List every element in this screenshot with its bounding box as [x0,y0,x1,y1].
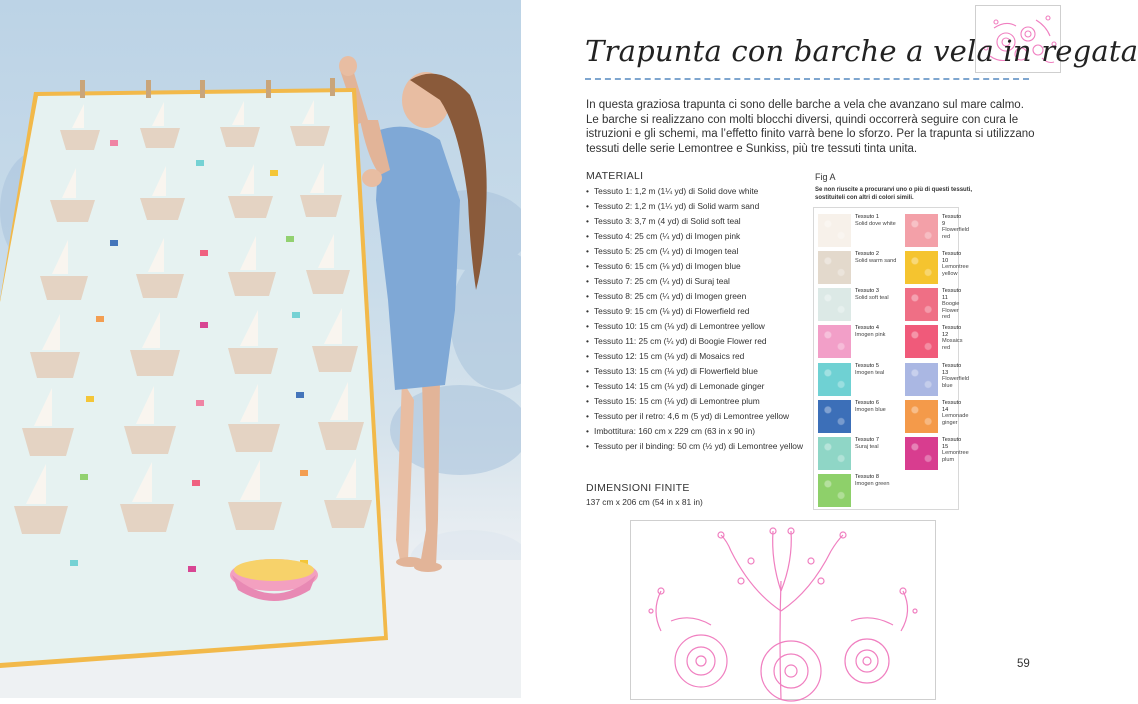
dimensions-value: 137 cm x 206 cm (54 in x 81 in) [586,497,703,507]
materials-list [586,185,814,455]
figure-label: Fig A [815,172,836,182]
quilt-photo [0,0,521,698]
fabric-swatch [818,288,851,321]
fabric-swatch [818,251,851,284]
fabric-swatch [905,437,938,470]
dimensions-heading: DIMENSIONI FINITE [586,482,690,494]
fabric-swatch [818,363,851,396]
list-item: • Tessuto 8: 25 cm (¼ yd) di Imogen green [586,290,814,302]
title-divider [585,78,1029,80]
swatch-label: Tessuto 13 Flowerfield blue [942,363,970,389]
list-item: • Tessuto 1: 1,2 m (1¼ yd) di Solid dove white [586,185,814,197]
list-item: • Tessuto 4: 25 cm (¼ yd) di Imogen pink [586,230,814,242]
list-item: • Tessuto 9: 15 cm (⅛ yd) di Flowerfield red [586,305,814,317]
fabric-swatch-chart [813,207,970,510]
swatch-label: Tessuto 14 Lemonade ginger [942,400,969,426]
fabric-swatch [818,474,851,507]
floral-illustration-frame [630,520,936,700]
materials-heading: MATERIALI [586,170,644,182]
fabric-swatch [905,363,938,396]
text-page [521,0,1138,698]
list-item: • Tessuto 15: 15 cm (⅛ yd) di Lemontree plum [586,395,814,407]
list-item: • Tessuto 10: 15 cm (⅛ yd) di Lemontree yellow [586,320,814,332]
fabric-swatch [905,325,938,358]
fabric-swatch [905,288,938,321]
swatch-label: Tessuto 6 Imogen blue [855,400,886,413]
floral-illustration-icon [631,521,935,699]
fabric-swatch [905,251,938,284]
swatch-label: Tessuto 9 Flowerfield red [942,214,970,240]
swatch-label: Tessuto 11 Boogie Flower red [942,288,962,320]
swatch-label: Tessuto 1 Solid dove white [855,214,896,227]
swatch-label: Tessuto 10 Lemontree yellow [942,251,969,277]
list-item: • Tessuto 5: 25 cm (¼ yd) di Imogen teal [586,245,814,257]
fabric-swatch [818,400,851,433]
swatch-label: Tessuto 2 Solid warm sand [855,251,897,264]
fabric-swatch [818,437,851,470]
list-item: • Imbottitura: 160 cm x 229 cm (63 in x 90 in) [586,425,814,437]
fabric-swatch [818,325,851,358]
list-item: • Tessuto per il retro: 4,6 m (5 yd) di Lemontree yellow [586,410,814,422]
fabric-swatch [905,400,938,433]
figure-note: Se non riuscite a procurarvi uno o più di questi tessuti, sostituiteli con altri di colori simili. [815,187,973,201]
list-item: • Tessuto 11: 25 cm (¼ yd) di Boogie Flower red [586,335,814,347]
swatch-label: Tessuto 8 Imogen green [855,474,890,487]
list-item: • Tessuto 7: 25 cm (¼ yd) di Suraj teal [586,275,814,287]
list-item: • Tessuto 2: 1,2 m (1¼ yd) di Solid warm sand [586,200,814,212]
swatch-label: Tessuto 12 Mosaics red [942,325,963,351]
swatch-label: Tessuto 3 Solid soft teal [855,288,889,301]
intro-paragraph: In questa graziosa trapunta ci sono delle barche a vela che avanzano sul mare calmo. Le barche si realizzano con molti blocchi diversi, quindi occorrerà seguire con cura le istruzioni e gli schemi, ma l’effetto finito varrà bene lo sforzo. Per la trapunta si utilizzano tessuti delle serie Lemontree e Sunkiss, più tre tessuti tinta unita. [586,99,1035,155]
swatch-label: Tessuto 7 Suraj teal [855,437,879,450]
list-item: • Tessuto per il binding: 50 cm (½ yd) di Lemontree yellow [586,440,814,452]
list-item: • Tessuto 13: 15 cm (⅛ yd) di Flowerfield blue [586,365,814,377]
list-item: • Tessuto 14: 15 cm (⅛ yd) di Lemonade ginger [586,380,814,392]
fabric-swatch [818,214,851,247]
swatch-label: Tessuto 15 Lemontree plum [942,437,969,463]
page-number: 59 [1017,658,1030,670]
fabric-swatch [905,214,938,247]
list-item: • Tessuto 6: 15 cm (⅛ yd) di Imogen blue [586,260,814,272]
page-title: Trapunta con barche a vela in regata [585,34,1138,68]
swatch-label: Tessuto 5 Imogen teal [855,363,885,376]
list-item: • Tessuto 12: 15 cm (⅛ yd) di Mosaics red [586,350,814,362]
list-item: • Tessuto 3: 3,7 m (4 yd) di Solid soft teal [586,215,814,227]
swatch-label: Tessuto 4 Imogen pink [855,325,886,338]
quilt-photo-illustration [0,0,521,698]
